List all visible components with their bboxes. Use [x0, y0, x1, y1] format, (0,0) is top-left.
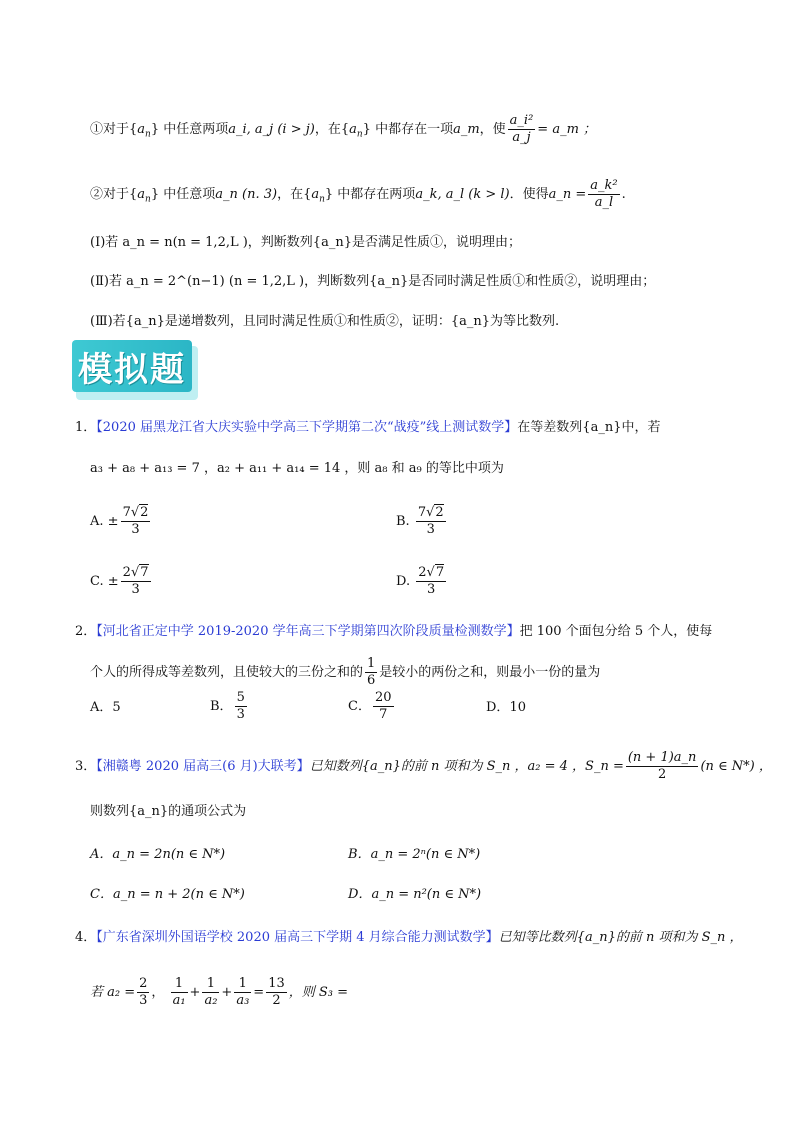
property-2-mid3: } 中都存在两项: [324, 187, 416, 202]
q1-source: 【2020 届黑龙江省大庆实验中学高三下学期第二次“战疫”线上测试数学】: [96, 420, 518, 435]
property-1-mid2: ，在{: [314, 122, 350, 137]
q3-option-b[interactable]: B．a_n = 2ⁿ(n ∈ N*): [348, 847, 481, 862]
section-banner: [72, 340, 198, 400]
property-1: ①对于$\{a_n\}$ 中任意两项a_i, a_j (i > j)，在$\{a_n\}$ 中都存在一项a_m，使 $\frac{\text{a\_i²}}{a\_j}$ = a_m ；: [90, 113, 597, 145]
q4-line1: 4．【广东省深圳外国语学校 2020 届高三下学期 4 月综合能力测试数学】已知等比数列{a_n}的前 n 项和为 S_n ，: [75, 930, 743, 945]
property-2: ②对于$\{a_n\}$ 中任意项a_n (n. 3)，在$\{a_n\}$ 中都存在两项a_k, a_l (k > l)．使得a_n = $\frac{\text{a\_k²}}{a\_l}$ .: [90, 178, 626, 210]
q1-number: 1．: [75, 420, 97, 435]
part-2: (Ⅱ)若 a_n = 2^(n−1) (n = 1,2,L )，判断数列{a_n}是否同时满足性质①和性质②，说明理由；: [90, 274, 656, 289]
q1-stem-a: 在等差数列{a_n}中，若: [517, 420, 661, 435]
part-1: (Ⅰ)若 a_n = n(n = 1,2,L )，判断数列{a_n}是否满足性质①，说明理由；: [90, 235, 521, 250]
part-3: (Ⅲ)若{a_n}是递增数列，且同时满足性质①和性质②，证明：{a_n}为等比数列.: [90, 314, 560, 329]
q3-option-d[interactable]: D．a_n = n²(n ∈ N*): [348, 887, 482, 902]
q3-line1: 3．【湘赣粤 2020 届高三(6 月)大联考】已知数列{a_n}的前 n 项和为 S_n ，a₂ = 4 ，S_n = $\frac{(n + 1)a\_n}{2}$ (n ∈ N*) ，: [75, 750, 772, 782]
q2-option-d[interactable]: D．10: [486, 700, 526, 715]
q4-source: 【广东省深圳外国语学校 2020 届高三下学期 4 月综合能力测试数学】: [96, 930, 499, 945]
property-1-mid4: ，使: [479, 122, 506, 137]
q1-option-c[interactable]: C. ± $\frac{2√7}{3}$: [90, 565, 149, 597]
property-2-term: a_n (n. 3): [215, 187, 278, 202]
property-2-prefix: ②对于{: [90, 187, 138, 202]
q3-source: 【湘赣粤 2020 届高三(6 月)大联考】: [96, 759, 310, 774]
q1-option-b[interactable]: B. $\frac{7√2}{3}$: [396, 505, 444, 537]
q4-line2: 若 a₂ = $\frac{2}{3}$ ， $\frac{1}{\text{a₁}}$ + $\frac{1}{\text{a₂}}$ + $\frac{1}{\text{a₃}}$ = $\frac{13}{2}$ ，则 S₃ =: [90, 976, 349, 1008]
q2-line2: 个人的所得成等差数列，且使较大的三份之和的 $\frac{1}{6}$ 是较小的两份之和，则最小一份的量为: [90, 656, 601, 688]
q2-option-c[interactable]: C． $\frac{20}{7}$: [348, 690, 392, 722]
property-2-pair: a_k, a_l (k > l): [415, 187, 510, 202]
q2-option-a[interactable]: A．5: [90, 700, 121, 715]
q1-option-d[interactable]: D. $\frac{2√7}{3}$: [396, 565, 445, 597]
q1-line1: [75, 418, 660, 438]
q2-option-b[interactable]: B． $\frac{5}{3}$: [210, 690, 245, 722]
q2-line1: [75, 622, 712, 642]
property-1-pair: a_i, a_j (i > j): [228, 122, 315, 137]
banner-box: [72, 340, 192, 392]
q2-stem-a: 把 100 个面包分给 5 个人，使每: [519, 624, 713, 639]
q1-stem-b: a₃ + a₈ + a₁₃ = 7 ，a₂ + a₁₁ + a₁₄ = 14 ，则 a₈ 和 a₉ 的等比中项为: [90, 461, 504, 476]
q2-number: 2．: [75, 624, 97, 639]
property-1-term: a_m: [453, 122, 480, 137]
property-1-prefix: ①对于{: [90, 122, 138, 137]
banner-title: 模拟题: [78, 349, 186, 390]
q3-number: 3．: [75, 759, 97, 774]
property-2-mid2: ，在{: [277, 187, 312, 202]
property-1-mid3: } 中都存在一项: [362, 122, 454, 137]
q3-option-a[interactable]: A．a_n = 2n(n ∈ N*): [90, 847, 226, 862]
property-2-lhs: a_n =: [548, 187, 587, 202]
seq-a: $a_n$: [137, 122, 151, 140]
property-1-mid1: } 中任意两项: [150, 122, 229, 137]
property-2-tail: .: [621, 187, 626, 202]
property-2-mid4: ．使得: [509, 187, 549, 202]
q1-option-a[interactable]: A. ± $\frac{7√2}{3}$: [90, 505, 149, 537]
q2-fraction: $\frac{1}{6}$: [367, 656, 376, 688]
property-1-tail: = a_m ；: [537, 122, 597, 137]
property-1-fraction: $\frac{\text{a\_i²}}{a\_j}$: [509, 113, 534, 145]
q3-stem-b: 则数列{a_n}的通项公式为: [90, 804, 247, 819]
q2-source: 【河北省正定中学 2019-2020 学年高三下学期第四次阶段质量检测数学】: [96, 624, 520, 639]
q4-number: 4．: [75, 930, 97, 945]
q3-fraction: $\frac{(n + 1)a\_n}{2}$: [627, 750, 697, 782]
property-2-fraction: $\frac{\text{a\_k²}}{a\_l}$: [590, 178, 618, 210]
q3-option-c[interactable]: C．a_n = n + 2(n ∈ N*): [90, 887, 245, 902]
property-2-mid1: } 中任意项: [150, 187, 216, 202]
